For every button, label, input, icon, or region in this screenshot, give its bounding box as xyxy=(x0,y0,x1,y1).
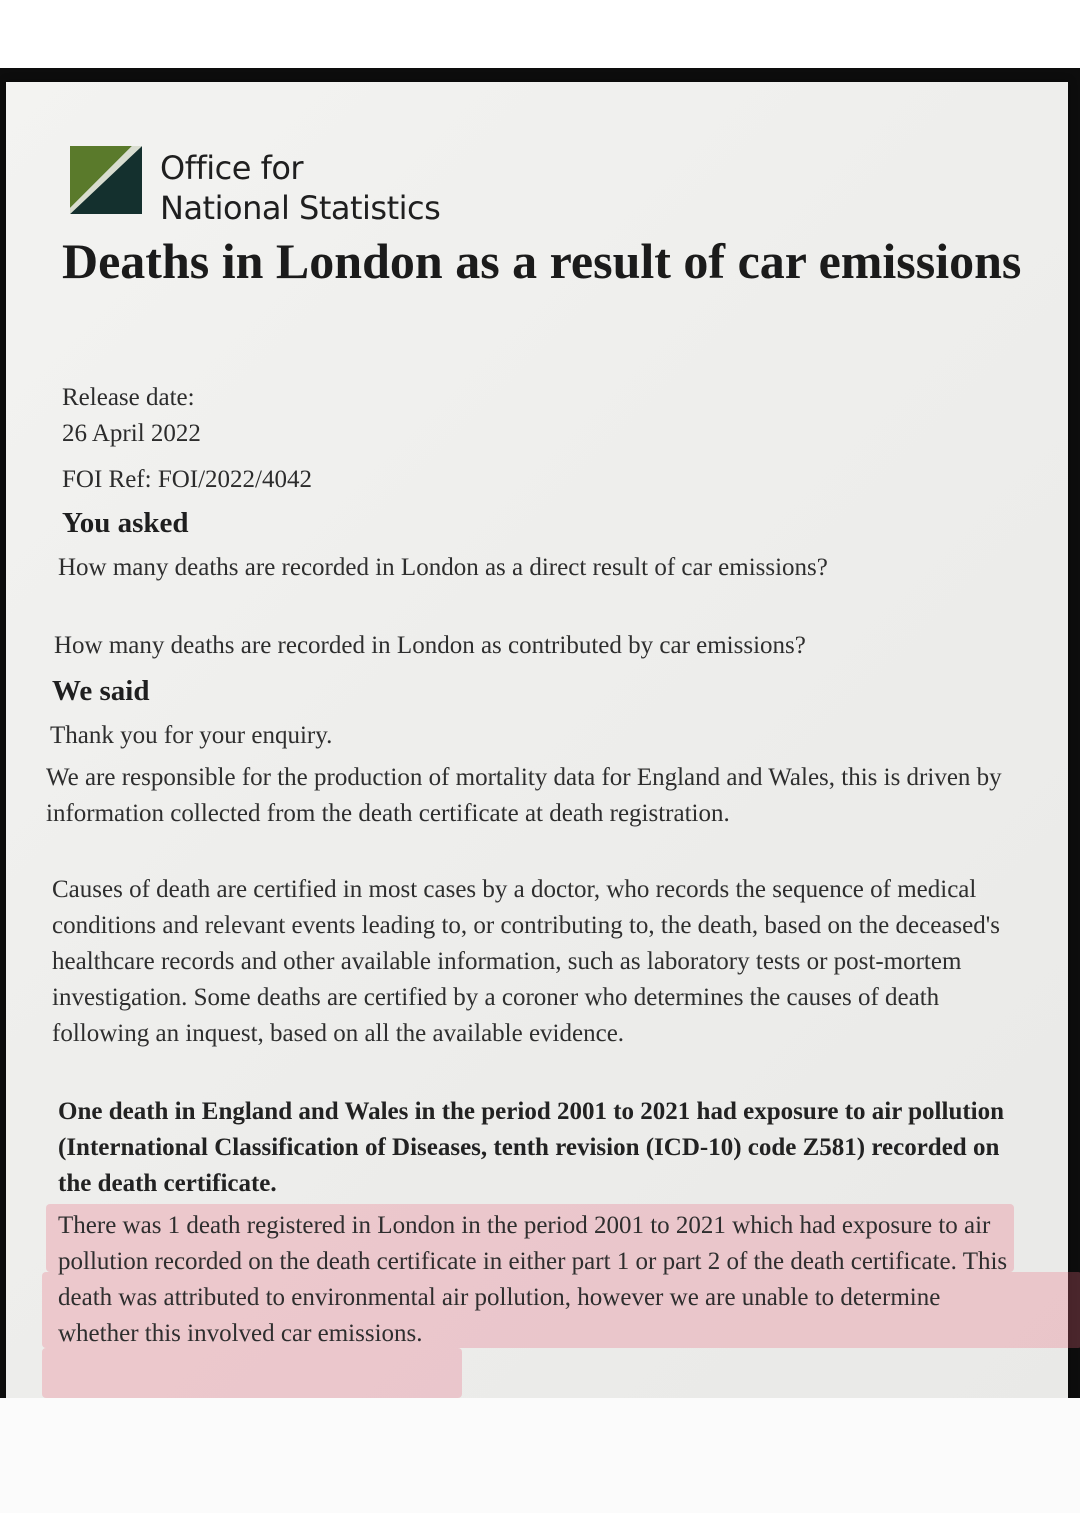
paragraph-responsibility: We are responsible for the production of mortality data for England and Wales, this is driven by information collected from the death certificate at death registration. xyxy=(46,764,1002,827)
highlight-band-3 xyxy=(42,1348,462,1398)
org-name xyxy=(160,148,440,228)
release-label: Release date: xyxy=(62,384,195,411)
ons-logo-icon xyxy=(66,142,146,218)
you-asked-heading: You asked xyxy=(62,507,189,539)
we-said-heading: We said xyxy=(52,675,150,707)
finding-paragraph: One death in England and Wales in the period 2001 to 2021 had exposure to air pollution (International Classification of Diseases, tenth revision (ICD-10) code Z581) recorded on the death certificate. xyxy=(58,1098,1005,1197)
org-name-line-2: National Statistics xyxy=(160,189,441,227)
printed-page xyxy=(6,82,1068,1398)
document-title: Deaths in London as a result of car emissions xyxy=(62,233,1022,289)
document-photo xyxy=(0,68,1080,1398)
release-date: 26 April 2022 xyxy=(62,420,201,447)
question-1: How many deaths are recorded in London as a direct result of car emissions? xyxy=(58,554,828,581)
question-2: How many deaths are recorded in London as contributed by car emissions? xyxy=(54,632,806,659)
blank-footer-area xyxy=(0,1398,1080,1513)
highlighted-paragraph: There was 1 death registered in London in the period 2001 to 2021 which had exposure to air pollution recorded on the death certificate in either part 1 or part 2 of the death certificate. This death was attributed to environmental air pollution, however we are unable to determine whether this involved car emissions. xyxy=(58,1212,1008,1347)
org-name-line-1: Office for xyxy=(160,149,304,187)
paragraph-causes: Causes of death are certified in most cases by a doctor, who records the sequence of medical conditions and relevant events leading to, or contributing to, the death, based on the deceased's healthcare records and other available information, such as laboratory tests or post-mortem investigation. Some deaths are certified by a coroner who determines the causes of death following an inquest, based on all the available evidence. xyxy=(52,876,1000,1047)
paragraph-thanks: Thank you for your enquiry. xyxy=(50,722,333,749)
foi-reference: FOI Ref: FOI/2022/4042 xyxy=(62,466,312,493)
